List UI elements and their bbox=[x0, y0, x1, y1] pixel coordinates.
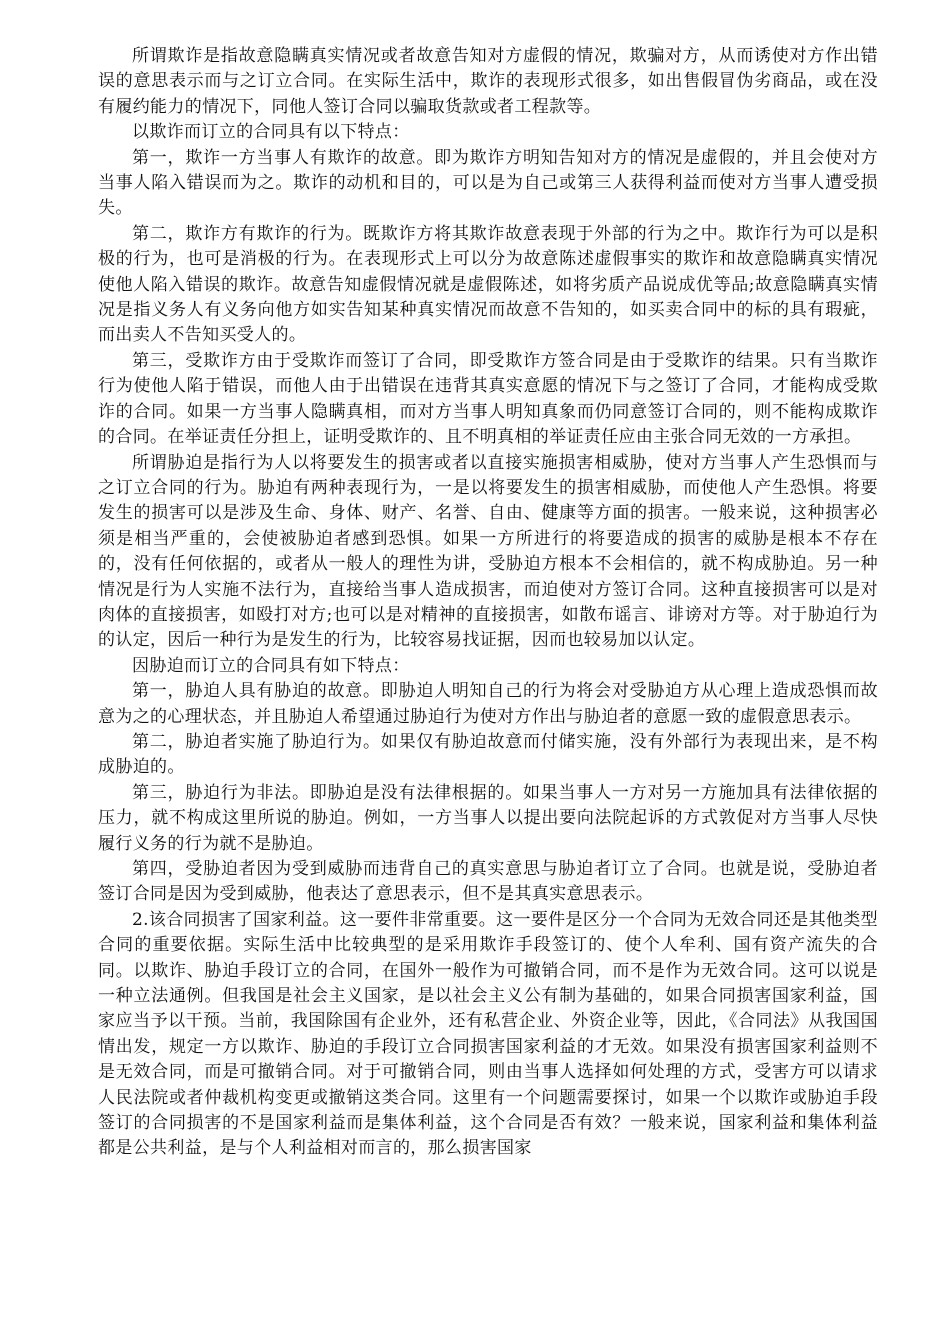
paragraph-duress-feature-1: 第一，胁迫人具有胁迫的故意。即胁迫人明知自己的行为将会对受胁迫方从心理上造成恐惧而故意为之的心理状态，并且胁迫人希望通过胁迫行为使对方作出与胁迫者的意愿一致的虚假意思表示。 bbox=[98, 681, 878, 727]
paragraph-duress-feature-4: 第四，受胁迫者因为受到威胁而违背自己的真实意思与胁迫者订立了合同。也就是说，受胁迫者签订合同是因为受到威胁，他表达了意思表示，但不是其真实意思表示。 bbox=[98, 859, 878, 905]
paragraph-fraud-feature-2: 第二，欺诈方有欺诈的行为。既欺诈方将其欺诈故意表现于外部的行为之中。欺诈行为可以是积极的行为，也可是消极的行为。在表现形式上可以分为故意陈述虚假事实的欺诈和故意隐瞒真实情况使他人陷入错误的欺诈。故意告知虚假情况就是虚假陈述，如将劣质产品说成优等品;故意隐瞒真实情况是指义务人有义务向他方如实告知某种真实情况而故意不告知的，如买卖合同中的标的具有瑕疵，而出卖人不告知买受人的。 bbox=[98, 223, 878, 346]
paragraph-duress-definition: 所谓胁迫是指行为人以将要发生的损害或者以直接实施损害相威胁，使对方当事人产生恐惧而与之订立合同的行为。胁迫有两种表现行为，一是以将要发生的损害相威胁，而使他人产生恐惧。将要发生的损害可以是涉及生命、身体、财产、名誉、自由、健康等方面的损害。一般来说，这种损害必须是相当严重的，会使被胁迫者感到恐惧。如果一方所进行的将要造成的损害的威胁是根本不存在的，没有任何依据的，或者从一般人的理性为讲，受胁迫方根本不会相信的，就不构成胁迫。另一种情况是行为人实施不法行为，直接给当事人造成损害，而迫使对方签订合同。这种直接损害可以是对肉体的直接损害，如殴打对方;也可以是对精神的直接损害，如散布谣言、诽谤对方等。对于胁迫行为的认定，因后一种行为是发生的行为，比较容易找证据，因而也较易加以认定。 bbox=[98, 452, 878, 651]
paragraph-fraud-features-heading: 以欺诈而订立的合同具有以下特点： bbox=[132, 122, 410, 143]
paragraph-fraud-feature-1: 第一，欺诈一方当事人有欺诈的故意。即为欺诈方明知告知对方的情况是虚假的，并且会使对方当事人陷入错误而为之。欺诈的动机和目的，可以是为自己或第三人获得利益而使对方当事人遭受损失。 bbox=[98, 147, 878, 219]
paragraph-state-interest: 2.该合同损害了国家利益。这一要件非常重要。这一要件是区分一个合同为无效合同还是其他类型合同的重要依据。实际生活中比较典型的是采用欺诈手段签订的、使个人牟利、国有资产流失的合同。以欺诈、胁迫手段订立的合同，在国外一般作为可撤销合同，而不是作为无效合同。这可以说是一种立法通例。但我国是社会主义国家，是以社会主义公有制为基础的，如果合同损害国家利益，国家应当予以干预。当前，我国除国有企业外，还有私营企业、外资企业等，因此，《合同法》从我国国情出发，规定一方以欺诈、胁迫的手段订立合同损害国家利益的才无效。如果没有损害国家利益则不是无效合同，而是可撤销合同。对于可撤销合同，则由当事人选择如何处理的方式，受害方可以请求人民法院或者仲裁机构变更或撤销这类合同。这里有一个问题需要探讨，如果一个以欺诈或胁迫手段签订的合同损害的不是国家利益而是集体利益，这个合同是否有效？一般来说，国家利益和集体利益都是公共利益，是与个人利益相对而言的，那么损害国家 bbox=[98, 909, 878, 1159]
paragraph-fraud-feature-3: 第三，受欺诈方由于受欺诈而签订了合同，即受欺诈方签合同是由于受欺诈的结果。只有当欺诈行为使他人陷于错误，而他人由于出错误在违背其真实意愿的情况下与之签订了合同，才能构成受欺诈的合同。如果一方当事人隐瞒真相，而对方当事人明知真象而仍同意签订合同的，则不能构成欺诈的合同。在举证责任分担上，证明受欺诈的、且不明真相的举证责任应由主张合同无效的一方承担。 bbox=[98, 350, 878, 448]
paragraph-duress-features-heading: 因胁迫而订立的合同具有如下特点： bbox=[132, 655, 410, 676]
paragraph-fraud-definition: 所谓欺诈是指故意隐瞒真实情况或者故意告知对方虚假的情况，欺骗对方，从而诱使对方作出错误的意思表示而与之订立合同。在实际生活中，欺诈的表现形式很多，如出售假冒伪劣商品，或在没有履约能力的情况下，同他人签订合同以骗取货款或者工程款等。 bbox=[98, 46, 878, 117]
paragraph-duress-feature-2: 第二，胁迫者实施了胁迫行为。如果仅有胁迫故意而付储实施，没有外部行为表现出来，是不构成胁迫的。 bbox=[98, 731, 878, 778]
paragraph-duress-feature-3: 第三，胁迫行为非法。即胁迫是没有法律根据的。如果当事人一方对另一方施加具有法律依据的压力，就不构成这里所说的胁迫。例如，一方当事人以提出要向法院起诉的方式敦促对方当事人尽快履行义务的行为就不是胁迫。 bbox=[98, 782, 878, 854]
